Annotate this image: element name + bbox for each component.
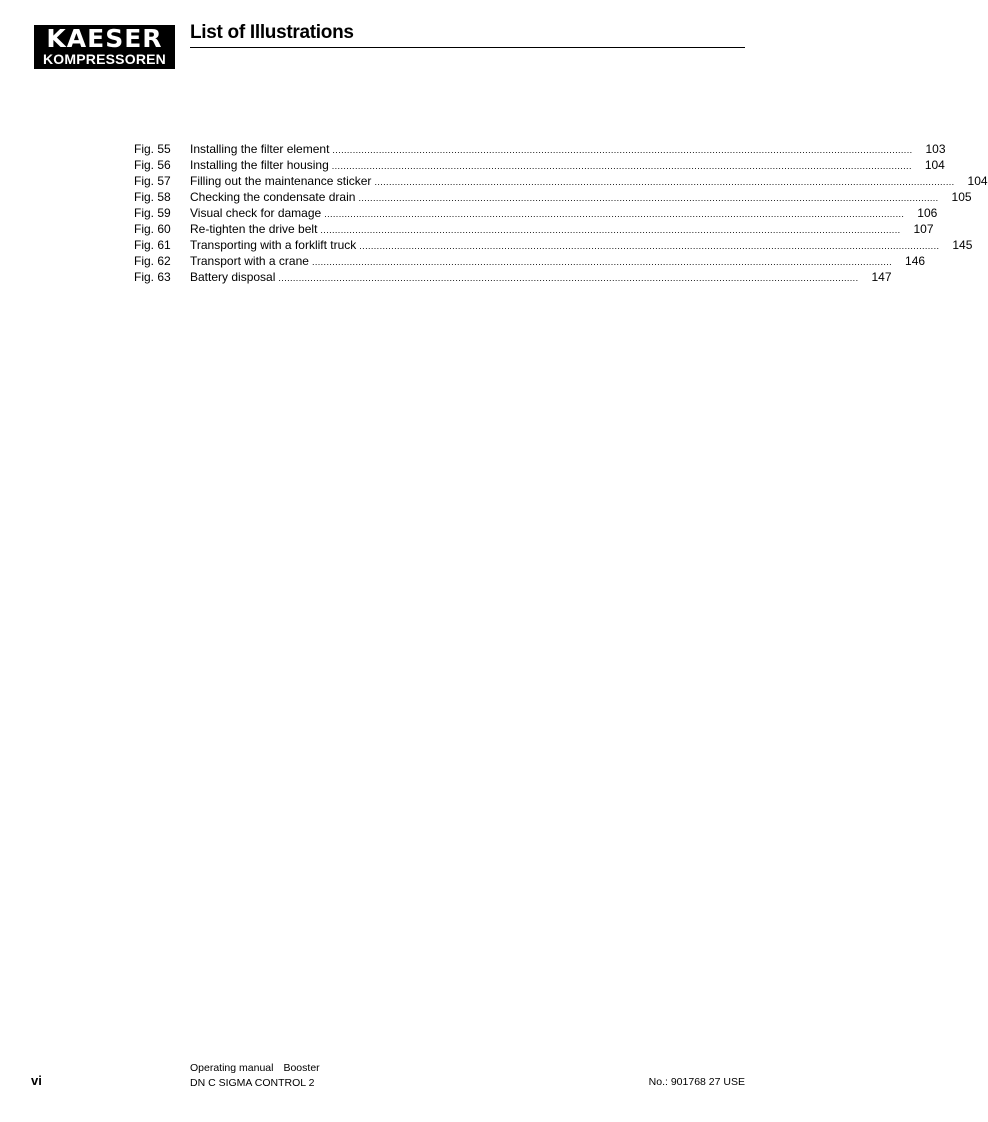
footer-product: Booster bbox=[283, 1062, 320, 1074]
figure-title: Re-tighten the drive belt bbox=[190, 222, 318, 236]
page-number: 104 bbox=[967, 174, 988, 188]
footer-page-number: vi bbox=[31, 1073, 42, 1088]
figure-number: Fig. 56 bbox=[134, 158, 171, 172]
figure-title: Filling out the maintenance sticker bbox=[190, 174, 372, 188]
footer-model: DN C SIGMA CONTROL 2 bbox=[190, 1077, 315, 1089]
footer-document-info bbox=[190, 1061, 320, 1091]
dot-leader: ........................................................................................................................................................................................................ bbox=[374, 177, 955, 187]
figure-title: Transporting with a forklift truck bbox=[190, 238, 357, 252]
page-number: 103 bbox=[925, 142, 946, 156]
figure-number: Fig. 59 bbox=[134, 206, 171, 220]
dot-leader: ........................................................................................................................................................................................................ bbox=[331, 161, 912, 171]
figure-number: Fig. 60 bbox=[134, 222, 171, 236]
page-number: 145 bbox=[952, 238, 973, 252]
dot-leader: ........................................................................................................................................................................................................ bbox=[358, 193, 939, 203]
figure-title: Visual check for damage bbox=[190, 206, 322, 220]
figure-number: Fig. 55 bbox=[134, 142, 171, 156]
footer-doc-type: Operating manual bbox=[190, 1062, 274, 1074]
toc-entry[interactable] bbox=[134, 189, 972, 205]
toc-entry[interactable] bbox=[134, 269, 892, 285]
toc-entry[interactable] bbox=[134, 157, 945, 173]
dot-leader: ........................................................................................................................................................................................................ bbox=[311, 257, 893, 267]
figure-title: Battery disposal bbox=[190, 270, 276, 284]
logo-brand: KAESER bbox=[46, 24, 163, 53]
page-title: List of Illustrations bbox=[190, 22, 354, 43]
header-divider bbox=[190, 47, 745, 48]
page-number: 105 bbox=[951, 190, 972, 204]
dot-leader: ........................................................................................................................................................................................................ bbox=[359, 241, 940, 251]
page-number: 106 bbox=[917, 206, 938, 220]
dot-leader: ........................................................................................................................................................................................................ bbox=[320, 225, 901, 235]
figure-title: Transport with a crane bbox=[190, 254, 309, 268]
figure-number: Fig. 61 bbox=[134, 238, 171, 252]
dot-leader: ........................................................................................................................................................................................................ bbox=[332, 145, 913, 155]
toc-entry[interactable] bbox=[134, 173, 988, 189]
page-number: 147 bbox=[871, 270, 892, 284]
dot-leader: ........................................................................................................................................................................................................ bbox=[324, 209, 905, 219]
page-number: 107 bbox=[913, 222, 934, 236]
figure-title: Installing the filter element bbox=[190, 142, 330, 156]
figure-number: Fig. 62 bbox=[134, 254, 171, 268]
figure-title: Installing the filter housing bbox=[190, 158, 329, 172]
figure-title: Checking the condensate drain bbox=[190, 190, 356, 204]
illustrations-list bbox=[134, 141, 988, 285]
kaeser-logo bbox=[34, 25, 175, 69]
toc-entry[interactable] bbox=[134, 221, 934, 237]
dot-leader: ........................................................................................................................................................................................................ bbox=[278, 273, 859, 283]
figure-number: Fig. 57 bbox=[134, 174, 171, 188]
toc-entry[interactable] bbox=[134, 205, 938, 221]
toc-entry[interactable] bbox=[134, 237, 973, 253]
figure-number: Fig. 63 bbox=[134, 270, 171, 284]
page-number: 146 bbox=[905, 254, 926, 268]
toc-entry[interactable] bbox=[134, 141, 946, 157]
toc-entry[interactable] bbox=[134, 253, 926, 269]
footer-document-number: No.: 901768 27 USE bbox=[648, 1076, 745, 1088]
logo-subtitle: KOMPRESSOREN bbox=[43, 51, 166, 67]
figure-number: Fig. 58 bbox=[134, 190, 171, 204]
page-number: 104 bbox=[924, 158, 945, 172]
